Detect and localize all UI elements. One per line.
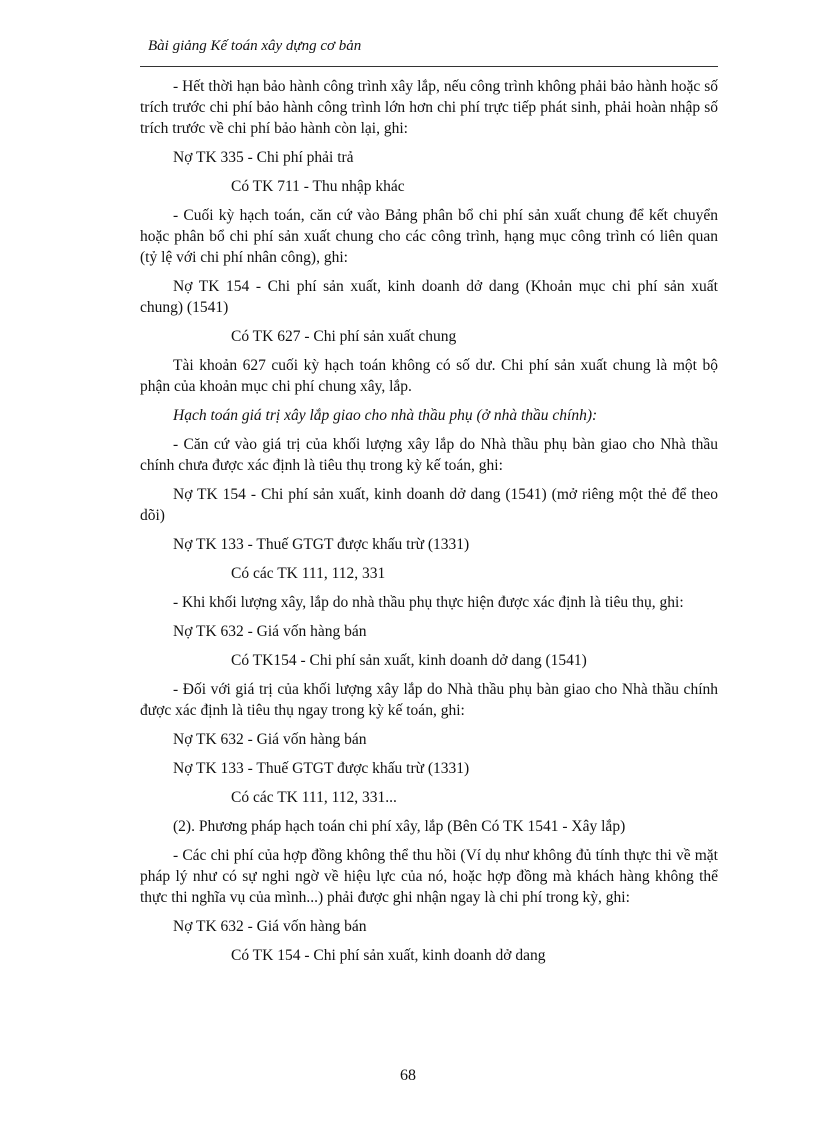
debit-entry: Nợ TK 133 - Thuế GTGT được khấu trừ (1331) [173, 760, 470, 777]
paragraph: - Căn cứ vào giá trị của khối lượng xây lắp do Nhà thầu phụ bàn giao cho Nhà thầu chính chưa được xác định là tiêu thụ trong kỳ kế toán, ghi: [140, 436, 718, 474]
credit-entry: Có TK 627 - Chi phí sản xuất chung [231, 328, 457, 345]
section-heading: Hạch toán giá trị xây lắp giao cho nhà thầu phụ (ở nhà thầu chính): [173, 407, 598, 424]
debit-entry: Nợ TK 133 - Thuế GTGT được khấu trừ (1331) [173, 536, 470, 553]
credit-entry: Có TK154 - Chi phí sản xuất, kinh doanh dở dang (1541) [231, 652, 587, 669]
debit-entry: Nợ TK 632 - Giá vốn hàng bán [173, 918, 367, 935]
page-number: 68 [400, 1067, 416, 1084]
debit-entry: Nợ TK 632 - Giá vốn hàng bán [173, 731, 367, 748]
page-body [140, 76, 718, 974]
paragraph: - Khi khối lượng xây, lắp do nhà thầu phụ thực hiện được xác định là tiêu thụ, ghi: [173, 594, 684, 611]
credit-entry: Có các TK 111, 112, 331... [231, 789, 397, 806]
paragraph: - Cuối kỳ hạch toán, căn cứ vào Bảng phân bổ chi phí sản xuất chung để kết chuyển hoặc phân bổ chi phí sản xuất chung cho các công trình, hạng mục công trình có liên quan (tỷ lệ với chi phí nhân công), ghi: [140, 207, 718, 266]
paragraph: - Các chi phí của hợp đồng không thể thu hồi (Ví dụ như không đủ tính thực thi về mặt pháp lý như có sự nghi ngờ về hiệu lực của nó, hoặc hợp đồng mà khách hàng không thể thực thi nghĩa vụ của mình...) phải được ghi nhận ngay là chi phí trong kỳ, ghi: [140, 847, 718, 906]
credit-entry: Có TK 711 - Thu nhập khác [231, 178, 405, 195]
debit-entry: Nợ TK 154 - Chi phí sản xuất, kinh doanh dở dang (Khoản mục chi phí sản xuất chung) (1541) [140, 278, 718, 316]
paragraph: Tài khoản 627 cuối kỳ hạch toán không có số dư. Chi phí sản xuất chung là một bộ phận của khoản mục chi phí chung xây, lắp. [140, 357, 718, 395]
debit-entry: Nợ TK 154 - Chi phí sản xuất, kinh doanh dở dang (1541) (mở riêng một thẻ để theo dõi) [140, 486, 718, 524]
paragraph: - Đối với giá trị của khối lượng xây lắp do Nhà thầu phụ bàn giao cho Nhà thầu chính được xác định là tiêu thụ ngay trong kỳ kế toán, ghi: [140, 681, 718, 719]
section-heading: (2). Phương pháp hạch toán chi phí xây, lắp (Bên Có TK 1541 - Xây lắp) [173, 818, 626, 835]
header-rule [140, 66, 718, 67]
page-header: Bài giảng Kế toán xây dựng cơ bản [148, 38, 362, 54]
debit-entry: Nợ TK 335 - Chi phí phải trả [173, 149, 354, 166]
debit-entry: Nợ TK 632 - Giá vốn hàng bán [173, 623, 367, 640]
credit-entry: Có TK 154 - Chi phí sản xuất, kinh doanh dở dang [231, 947, 546, 964]
paragraph: - Hết thời hạn bảo hành công trình xây lắp, nếu công trình không phải bảo hành hoặc số trích trước chi phí bảo hành công trình lớn hơn chi phí trực tiếp phát sinh, phải hoàn nhập số trích trước về chi phí bảo hành còn lại, ghi: [140, 78, 718, 137]
credit-entry: Có các TK 111, 112, 331 [231, 565, 386, 582]
